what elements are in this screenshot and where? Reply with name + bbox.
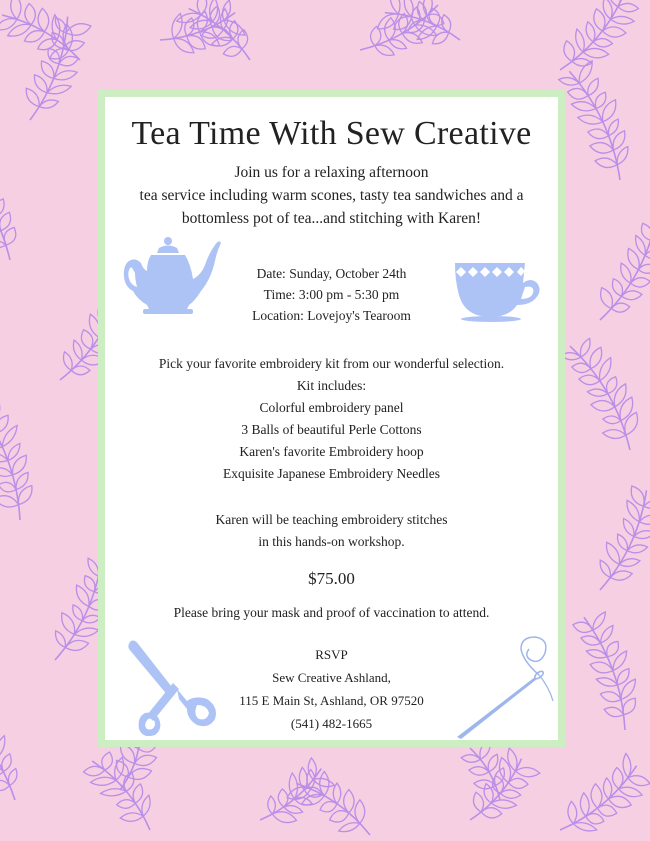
- teaching-text: [115, 509, 548, 553]
- leaf-branch: [585, 216, 650, 334]
- leaf-branch: [372, 0, 469, 59]
- leaf-branch: [0, 394, 50, 526]
- leaf-branch: [456, 743, 547, 838]
- leaf-branch: [569, 606, 650, 735]
- event-time: Time: 3:00 pm - 5:30 pm: [263, 287, 400, 302]
- leaf-branch: [546, 0, 649, 89]
- event-details: [225, 263, 438, 326]
- flyer-card: [98, 90, 565, 747]
- leaf-branch: [555, 330, 650, 459]
- kit-item: Colorful embroidery panel: [259, 400, 404, 415]
- intro-line: Join us for a relaxing afternoon: [234, 164, 429, 181]
- flyer-title: Tea Time With Sew Creative: [131, 115, 532, 152]
- leaf-branch: [552, 54, 649, 187]
- leaf-branch: [0, 138, 37, 268]
- intro-line: bottomless pot of tea...and stitching with Karen!: [181, 210, 482, 227]
- leaf-branch: [0, 682, 41, 809]
- kit-includes-label: Kit includes:: [296, 378, 367, 393]
- teacup-icon: [451, 257, 543, 323]
- event-location: Location: Lovejoy's Tearoom: [252, 308, 411, 323]
- mask-note: Please bring your mask and proof of vaccination to attend.: [173, 605, 490, 620]
- leaf-branch: [14, 8, 97, 131]
- leaf-branch: [282, 758, 387, 841]
- leaf-branch: [153, 0, 250, 67]
- leaf-branch: [584, 481, 650, 602]
- rsvp-section: [205, 643, 458, 735]
- teapot-icon: [121, 235, 227, 319]
- leaf-branch: [548, 750, 650, 841]
- rsvp-phone: (541) 482-1665: [290, 716, 373, 731]
- teaching-line: Karen will be teaching embroidery stitches: [215, 512, 448, 527]
- kit-section: [115, 353, 548, 485]
- leaf-branch: [0, 0, 94, 76]
- event-date: Date: Sunday, October 24th: [256, 266, 407, 281]
- rsvp-label: RSVP: [315, 647, 348, 662]
- kit-pick-text: Pick your favorite embroidery kit from our wonderful selection.: [158, 356, 505, 371]
- leaf-branch: [351, 0, 453, 74]
- rsvp-address: 115 E Main St, Ashland, OR 97520: [239, 693, 424, 708]
- price: $75.00: [308, 569, 355, 588]
- kit-item: Karen's favorite Embroidery hoop: [239, 444, 424, 459]
- teaching-line: in this hands-on workshop.: [258, 534, 405, 549]
- kit-item: 3 Balls of beautiful Perle Cottons: [241, 422, 422, 437]
- intro-line: tea service including warm scones, tasty tea sandwiches and a: [139, 187, 524, 204]
- needle-thread-icon: [453, 631, 559, 739]
- kit-item: Exquisite Japanese Embroidery Needles: [222, 466, 441, 481]
- intro-text: [115, 161, 548, 230]
- rsvp-business: Sew Creative Ashland,: [272, 670, 391, 685]
